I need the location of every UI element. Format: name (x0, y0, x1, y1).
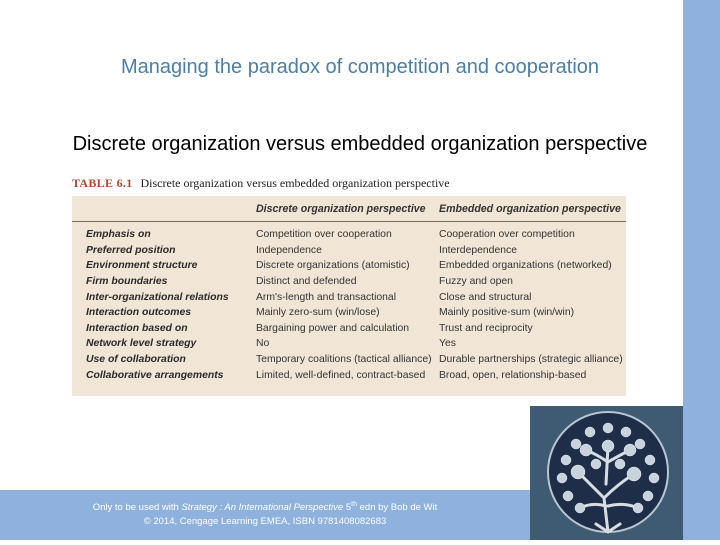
tree-illustration (530, 406, 683, 540)
table-row (72, 352, 626, 368)
table-row (72, 258, 626, 274)
discrete-cell: No (256, 338, 270, 350)
table-header-cell: Embedded organization perspective (439, 196, 626, 222)
discrete-cell: Limited, well-defined, contract-based (256, 369, 426, 381)
table-caption-title: Discrete organization versus embedded organization perspective (140, 176, 450, 190)
comparison-table (72, 196, 626, 396)
row-label: Firm boundaries (86, 276, 168, 288)
footer-copyright (0, 498, 530, 529)
discrete-cell: Competition over cooperation (256, 229, 392, 241)
table-header-cell (72, 196, 256, 222)
discrete-cell: Mainly zero-sum (win/lose) (256, 307, 380, 319)
discrete-cell: Distinct and defended (256, 276, 357, 288)
table-row (72, 274, 626, 290)
row-label: Collaborative arrangements (86, 369, 224, 381)
table-row (72, 367, 626, 383)
embedded-cell: Embedded organizations (networked) (439, 260, 612, 272)
table-row (72, 243, 626, 259)
slide-title: Managing the paradox of competition and cooperation (120, 56, 600, 78)
embedded-cell: Trust and reciprocity (439, 322, 533, 334)
footer-line-1 (0, 498, 530, 515)
table-row (72, 305, 626, 321)
table-row (72, 336, 626, 352)
side-accent-bar (683, 0, 720, 540)
embedded-cell: Mainly positive-sum (win/win) (439, 307, 575, 319)
footer-edition-rest: edn by Bob de Wit (356, 502, 438, 514)
row-label: Environment structure (86, 260, 198, 272)
row-label: Preferred position (86, 244, 176, 256)
table-caption-number: TABLE 6.1 (72, 176, 133, 190)
footer-edition-suffix: th (351, 501, 357, 508)
discrete-cell: Discrete organizations (atomistic) (256, 260, 410, 272)
discrete-cell: Bargaining power and calculation (256, 322, 410, 334)
footer-prefix: Only to be used with (92, 502, 182, 514)
row-label: Emphasis on (86, 229, 151, 241)
row-label: Inter-organizational relations (86, 291, 229, 303)
discrete-cell: Arm's-length and transactional (256, 291, 397, 303)
embedded-cell: Close and structural (439, 291, 532, 303)
table-row (72, 222, 626, 243)
table-row (72, 289, 626, 305)
footer-book-title: Strategy : An International Perspective (181, 502, 344, 514)
embedded-cell: Fuzzy and open (439, 276, 513, 288)
table-header-row (72, 196, 626, 222)
footer-edition-number: 5 (343, 502, 352, 514)
table-header-cell: Discrete organization perspective (256, 196, 439, 222)
embedded-cell: Durable partnerships (strategic alliance) (439, 354, 623, 366)
footer-line-2: © 2014, Cengage Learning EMEA, ISBN 9781408082683 (143, 516, 387, 528)
tree-of-knowledge-image (530, 406, 683, 540)
embedded-cell: Cooperation over competition (439, 229, 575, 241)
table-caption (72, 176, 450, 191)
row-label: Use of collaboration (86, 354, 186, 366)
embedded-cell: Yes (439, 338, 456, 350)
embedded-cell: Broad, open, relationship-based (439, 369, 587, 381)
table-row (72, 321, 626, 337)
row-label: Interaction outcomes (86, 307, 192, 319)
row-label: Network level strategy (86, 338, 197, 350)
row-label: Interaction based on (86, 322, 188, 334)
embedded-cell: Interdependence (439, 244, 517, 256)
discrete-cell: Independence (256, 244, 322, 256)
discrete-cell: Temporary coalitions (tactical alliance) (256, 354, 432, 366)
slide-subtitle: Discrete organization versus embedded organization perspective (72, 133, 648, 155)
